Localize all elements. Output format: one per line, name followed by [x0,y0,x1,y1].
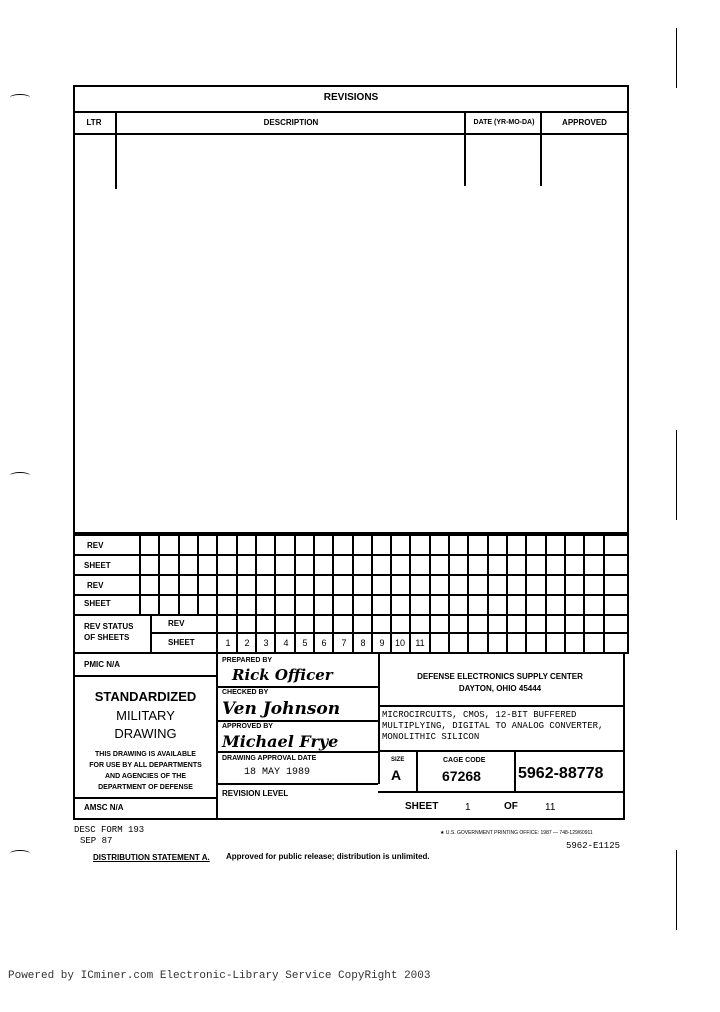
sheet-number: 9 [379,638,385,648]
sheet-number: 1 [225,638,231,648]
grid-vline [332,532,334,652]
checked-by-label: CHECKED BY [222,689,269,696]
approved-by-label: APPROVED BY [222,723,273,730]
left-rule [73,675,216,677]
pmic-label: PMIC N/A [84,660,120,669]
of-label: OF [504,801,518,812]
distribution-label: DISTRIBUTION STATEMENT A. [93,853,210,862]
right-rule [378,705,623,707]
sheet-number: 8 [360,638,366,648]
grid-vline [139,532,141,614]
revision-level-label: REVISION LEVEL [222,789,289,798]
mid-rule [216,686,378,688]
of-sheets-label: OF SHEETS [84,633,130,642]
drawing-number: 5962-88778 [518,765,604,782]
sheet-number: 10 [394,638,405,648]
drawing-title-line: MICROCIRCUITS, CMOS, 12-BIT BUFFERED [382,710,577,720]
approved-signature: Michael Frye [222,732,339,751]
prepared-by-label: PREPARED BY [222,657,273,664]
size-divider [416,750,418,792]
margin-mark [10,94,30,101]
sheet-number: 2 [244,638,250,648]
col-description: DESCRIPTION [263,118,319,127]
grid-vline [371,532,373,652]
sheet-number: 5 [302,638,308,648]
grid-vline [506,532,508,652]
revisions-header-rule [73,133,629,135]
grid-vline [525,532,527,652]
grid-vline [294,532,296,652]
revisions-title: REVISIONS [323,92,379,103]
grid-vline [390,532,392,652]
amsc-label: AMSC N/A [84,803,124,812]
approval-date-label: DRAWING APPROVAL DATE [222,755,317,762]
grid-vline [178,532,180,614]
sheet-label: SHEET [84,561,111,570]
grid-vline [583,532,585,652]
cage-divider [514,750,516,792]
revisions-frame [73,85,629,536]
mid-rule [216,751,378,753]
size-value: A [391,767,402,783]
col-ltr: LTR [86,118,102,127]
sheet-number: 11 [415,638,425,648]
sheet-number: 3 [263,638,269,648]
sheet-total: 11 [545,802,556,813]
sheet-number: 7 [341,638,347,648]
drawing-heading: DRAWING [114,726,177,741]
gpo-line: ★ U.S. GOVERNMENT PRINTING OFFICE: 1987 — 748-129/60911 [440,830,593,836]
approval-date-value: 18 MAY 1989 [244,767,311,778]
sheet-label: SHEET [84,599,111,608]
rev-label: REV [168,619,185,628]
grid-vline [545,532,547,652]
drawing-title-line: MONOLITHIC SILICON [382,732,480,742]
grid-vline [487,532,489,652]
grid-vline [158,532,160,614]
rev-status-label: REV STATUS [84,622,134,631]
powered-by-text: Powered by ICminer.com Electronic-Library Service CopyRight 2003 [8,970,431,982]
form-number: DESC FORM 193 [74,825,145,835]
col-approved: APPROVED [562,118,607,127]
sheet-number: 4 [283,638,289,648]
grid-vline [236,532,238,652]
mid-rule [216,783,378,785]
availability-line: THIS DRAWING IS AVAILABLE [95,751,196,758]
grid-vline [197,532,199,614]
margin-mark [10,472,30,479]
rev-label: REV [87,581,104,590]
margin-line [676,430,677,520]
grid-vline [313,532,315,652]
rev-label: REV [87,541,104,550]
grid-vline [274,532,276,652]
col-divider [115,111,117,189]
col-divider [464,111,466,186]
col-date: DATE (YR-MO-DA) [473,119,535,126]
cage-value: 67268 [442,768,481,784]
sheet-number: 6 [321,638,327,648]
sheet-label: SHEET [405,801,439,812]
grid-vline [564,532,566,652]
right-rule [378,791,623,793]
drawing-title-line: MULTIPLYING, DIGITAL TO ANALOG CONVERTER, [382,721,604,731]
grid-vline [216,532,218,614]
margin-line [676,28,677,88]
size-label: SIZE [391,757,405,763]
grid-divider [150,614,152,652]
grid-vline [352,532,354,652]
grid-vline [429,532,431,652]
grid-vline [448,532,450,652]
left-rule [73,797,216,799]
grid-vline [603,532,605,652]
checked-signature: Ven Johnson [222,699,341,719]
center-address: DAYTON, OHIO 45444 [458,684,542,693]
doc-code: 5962-E1125 [566,841,621,851]
mid-rule [216,720,378,722]
center-name: DEFENSE ELECTRONICS SUPPLY CENTER [417,672,583,681]
grid-vline [467,532,469,652]
military-heading: MILITARY [116,708,175,723]
revisions-rule [73,111,629,113]
form-date: SEP 87 [80,836,113,846]
title-divider [216,652,218,818]
grid-vline [216,614,218,652]
sheet-label: SHEET [168,638,195,647]
standardized-heading: STANDARDIZED [94,689,197,704]
distribution-text: Approved for public release; distribution is unlimited. [226,852,430,861]
margin-line [676,850,677,930]
grid-vline [255,532,257,652]
sheet-value: 1 [465,802,471,813]
cage-label: CAGE CODE [443,757,486,764]
prepared-signature: Rick Officer [232,666,333,684]
grid-vline [409,532,411,652]
availability-line: FOR USE BY ALL DEPARTMENTS [89,762,202,769]
margin-mark [10,850,30,857]
availability-line: AND AGENCIES OF THE [104,773,187,780]
right-rule [378,750,623,752]
availability-line: DEPARTMENT OF DEFENSE [98,784,193,791]
col-divider [540,111,542,186]
